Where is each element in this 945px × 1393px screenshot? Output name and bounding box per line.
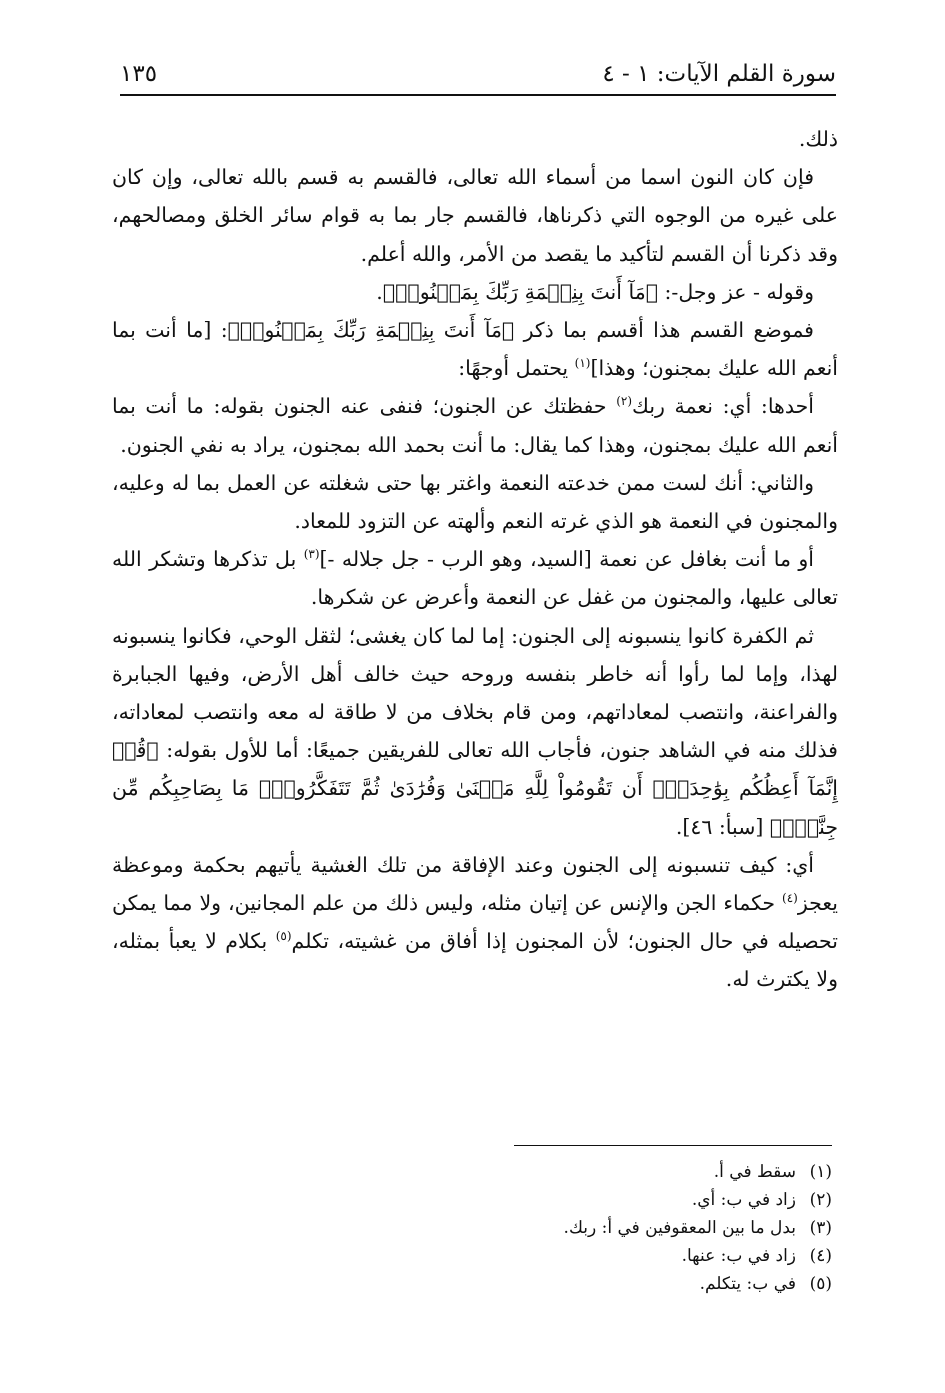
main-text: [112, 120, 838, 999]
page-header: [120, 58, 836, 96]
paragraph-text: حفظتك عن الجنون؛ فنفى عنه الجنون بقوله: ما أنت بما أنعم الله عليك بمجنون، وهذا كما يقال: ما أنت بحمد الله بمجنون، يراد به نفي الجنون.: [112, 394, 838, 457]
footnote: [332, 1186, 832, 1214]
footnote-separator: [514, 1145, 832, 1146]
paragraph-text: حكماء الجن والإنس عن إتيان مثله، وليس ذلك من علم المجانين، ولا مما يمكن تحصيله في حال الجنون؛ لأن المجنون إذا أفاق من غشيته، تكلم: [112, 891, 838, 954]
paragraph-text: بكلام لا يعبأ بمثله، ولا يكترث له.: [112, 929, 838, 992]
paragraph-text: أو ما أنت بغافل عن نعمة [السيد، وهو الرب - جل جلاله -]: [319, 547, 814, 572]
paragraph: ثم الكفرة كانوا ينسبونه إلى الجنون: إما لما كان يغشى؛ لثقل الوحي، فكانوا ينسبونه لهذا، وإما لما رأوا أنه خاطر بنفسه وروحه حيث خالف أهل الأرض، وفيها الجبابرة والفراعنة، وانتصب لمعاداتهم، ومن قام بخلاف من لا طاقة له معه وانتصب لمعاداته، فذلك منه في الشاهد جنون، فأجاب الله تعالى للفريقين جميعًا: أما للأول بقوله: ﴿قُلۡ إِنَّمَآ أَعِظُكُم بِوَٰحِدَةٍۖ أَن تَقُومُواْ لِلَّهِ مَثۡنَىٰ وَفُرَٰدَىٰ ثُمَّ تَتَفَكَّرُواْۚ مَا بِصَاحِبِكُم مِّن جِنَّةٍۚ﴾ [سبأ: ٤٦].: [112, 623, 838, 839]
footnote-ref: (١): [574, 356, 591, 371]
footnote-number: (٥): [809, 1274, 832, 1294]
page-number: ١٣٥: [120, 61, 158, 87]
paragraph-text: أي: كيف تنسبونه إلى الجنون وعند الإفاقة من تلك الغشية يأتيهم بحكمة وموعظة يعجز: [112, 852, 838, 916]
footnote-text: في ب: يتكلم.: [699, 1274, 796, 1294]
footnote-number: (٤): [809, 1246, 832, 1266]
surah-title: سورة القلم الآيات: ١ - ٤: [602, 61, 836, 87]
paragraph-text: بل تذكرها وتشكر الله تعالى عليها، والمجنون من غفل عن النعمة وأعرض عن شكرها.: [112, 547, 838, 610]
footnote-ref: (٥): [275, 929, 292, 944]
footnote: [332, 1242, 832, 1270]
paragraph: [112, 311, 838, 387]
footnote-ref: (٤): [782, 891, 798, 906]
paragraph: والثاني: أنك لست ممن خدعته النعمة واغتر بها حتى شغلته عن العمل بما له وعليه، والمجنون في النعمة هو الذي غرته النعم وألهته عن التزود للمعاد.: [112, 470, 838, 534]
footnote-text: بدل ما بين المعقوفين في أ: ربك.: [563, 1218, 796, 1238]
footnote-text: زاد في ب: أي.: [691, 1190, 796, 1210]
footnote-text: زاد في ب: عنها.: [681, 1246, 796, 1266]
paragraph: [112, 540, 838, 616]
footnote-number: (٣): [809, 1218, 832, 1238]
footnote: [332, 1214, 832, 1242]
footnote-number: (١): [809, 1162, 832, 1182]
footnote-text: سقط في أ.: [713, 1162, 796, 1182]
paragraph: [112, 846, 838, 999]
footnote-ref: (٣): [303, 547, 320, 562]
footnote: [332, 1158, 832, 1186]
paragraph: ذلك.: [798, 127, 838, 151]
footnote: [332, 1270, 832, 1298]
paragraph-text: فموضع القسم هذا أقسم بما ذكر ﴿مَآ أَنتَ بِنِعۡمَةِ رَبِّكَ بِمَجۡنُونٖ﴾: [ما أنت بما أنعم الله عليك بمجنون؛ وهذا]: [112, 318, 838, 381]
footnote-number: (٢): [809, 1190, 832, 1210]
paragraph-text: أحدها: أي: نعمة ربك: [632, 394, 814, 419]
paragraph: وقوله - عز وجل-: ﴿مَآ أَنتَ بِنِعۡمَةِ رَبِّكَ بِمَجۡنُونٖ﴾.: [376, 279, 814, 304]
paragraph: فإن كان النون اسما من أسماء الله تعالى، فالقسم به قسم بالله تعالى، وإن كان على غيره من الوجوه التي ذكرناها، فالقسم جار بما به قوام سائر الخلق ومصالحهم، وقد ذكرنا أن القسم لتأكيد ما يقصد من الأمر، والله أعلم.: [112, 165, 838, 266]
paragraph-text: يحتمل أوجهًا:: [458, 356, 575, 381]
paragraph: [112, 387, 838, 463]
footnote-ref: (٢): [616, 394, 633, 409]
footnotes: [332, 1158, 832, 1298]
